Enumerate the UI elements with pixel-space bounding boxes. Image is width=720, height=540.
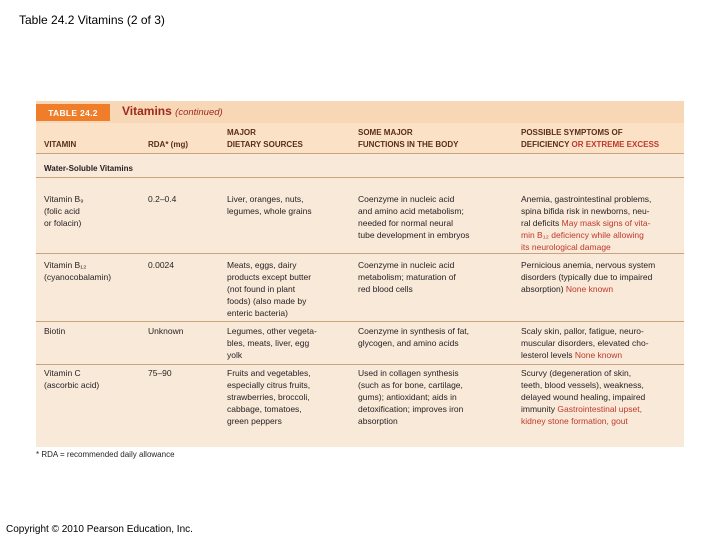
- line: Anemia, gastrointestinal problems,: [521, 194, 652, 204]
- header-symptoms-line-1: POSSIBLE SYMPTOMS OF: [521, 128, 623, 137]
- row-4-vitamin: [44, 367, 99, 391]
- table-title-suffix: (continued): [175, 107, 223, 118]
- header-sources-line-1: MAJOR: [227, 128, 256, 137]
- line: Fruits and vegetables,: [227, 368, 311, 378]
- row-3-sources: [227, 325, 317, 361]
- line: needed for normal neural: [358, 218, 453, 228]
- line: Coenzyme in nucleic acid: [358, 194, 455, 204]
- line: [521, 403, 645, 415]
- copyright-notice: Copyright © 2010 Pearson Education, Inc.: [6, 524, 193, 535]
- deficiency-text: lesterol levels: [521, 350, 573, 360]
- row-1-rda: 0.2–0.4: [148, 194, 177, 204]
- row-rule: [36, 364, 684, 365]
- row-2-vitamin: [44, 259, 111, 283]
- row-1-functions: [358, 193, 470, 241]
- line: (folic acid: [44, 206, 80, 216]
- row-1-vitamin: [44, 193, 84, 229]
- line: cabbage, tomatoes,: [227, 404, 302, 414]
- row-rule: [36, 321, 684, 322]
- line: [521, 217, 651, 229]
- line: Scurvy (degeneration of skin,: [521, 368, 632, 378]
- line: Legumes, other vegeta-: [227, 326, 317, 336]
- header-functions-line-2: FUNCTIONS IN THE BODY: [358, 140, 459, 149]
- line: teeth, blood vessels), weakness,: [521, 380, 644, 390]
- line: (ascorbic acid): [44, 380, 100, 390]
- table-title-band: [36, 101, 684, 123]
- line: Coenzyme in nucleic acid: [358, 260, 455, 270]
- line: absorption: [358, 416, 398, 426]
- line: (not found in plant: [227, 284, 296, 294]
- line: yolk: [227, 350, 243, 360]
- row-2-functions: [358, 259, 456, 295]
- line: Vitamin B₁₂: [44, 260, 87, 270]
- line: strawberries, broccoli,: [227, 392, 310, 402]
- line: gums); antioxidant; aids in: [358, 392, 457, 402]
- excess-text: Gastrointestinal upset,: [557, 404, 642, 414]
- line: tube development in embryos: [358, 230, 470, 240]
- line: (cyanocobalamin): [44, 272, 112, 282]
- line: Pernicious anemia, nervous system: [521, 260, 656, 270]
- header-sources-line-2: DIETARY SOURCES: [227, 140, 303, 149]
- header-rda: RDA* (mg): [148, 140, 188, 149]
- line: red blood cells: [358, 284, 413, 294]
- line: legumes, whole grains: [227, 206, 312, 216]
- line: Used in collagen synthesis: [358, 368, 459, 378]
- header-rule: [36, 153, 684, 154]
- line: or folacin): [44, 218, 82, 228]
- line: foods) (also made by: [227, 296, 307, 306]
- table-title-text: Vitamins: [122, 104, 172, 118]
- row-2-symptoms: [521, 259, 655, 295]
- vitamins-table: [36, 101, 684, 447]
- line: Vitamin B₉: [44, 194, 84, 204]
- deficiency-text: immunity: [521, 404, 556, 414]
- deficiency-text: absorption): [521, 284, 564, 294]
- row-3-rda: Unknown: [148, 326, 184, 336]
- excess-text: May mask signs of vita-: [561, 218, 651, 228]
- line: kidney stone formation, gout: [521, 416, 628, 426]
- line: (such as for bone, cartilage,: [358, 380, 463, 390]
- header-symptoms: [521, 127, 659, 151]
- header-functions: [358, 127, 458, 151]
- table-number-badge: TABLE 24.2: [36, 104, 110, 121]
- line: disorders (typically due to impaired: [521, 272, 653, 282]
- line: products except butter: [227, 272, 312, 282]
- line: Vitamin C: [44, 368, 81, 378]
- row-2-rda: 0.0024: [148, 260, 174, 270]
- row-3-symptoms: [521, 325, 649, 361]
- excess-text: None known: [565, 284, 614, 294]
- section-water-soluble: Water-Soluble Vitamins: [44, 164, 133, 173]
- header-vitamin: VITAMIN: [44, 140, 77, 149]
- header-symptoms-line-2: [521, 139, 659, 151]
- row-4-symptoms: [521, 367, 645, 427]
- row-2-sources: [227, 259, 311, 319]
- line: Liver, oranges, nuts,: [227, 194, 304, 204]
- line: metabolism; maturation of: [358, 272, 456, 282]
- line: especially citrus fruits,: [227, 380, 311, 390]
- line: its neurological damage: [521, 242, 611, 252]
- row-4-sources: [227, 367, 311, 427]
- line: Scaly skin, pallor, fatigue, neuro-: [521, 326, 644, 336]
- line: enteric bacteria): [227, 308, 288, 318]
- line: glycogen, and amino acids: [358, 338, 459, 348]
- line: detoxification; improves iron: [358, 404, 464, 414]
- row-4-rda: 75–90: [148, 368, 172, 378]
- header-functions-line-1: SOME MAJOR: [358, 128, 413, 137]
- row-3-functions: [358, 325, 469, 349]
- line: [521, 283, 655, 295]
- header-sources: [227, 127, 303, 151]
- line: bles, meats, liver, egg: [227, 338, 310, 348]
- line: [521, 349, 649, 361]
- line: green peppers: [227, 416, 282, 426]
- row-rule: [36, 253, 684, 254]
- header-deficiency: DEFICIENCY: [521, 140, 570, 149]
- row-3-vitamin: Biotin: [44, 326, 66, 336]
- table-title: [122, 104, 223, 118]
- header-excess: OR EXTREME EXCESS: [571, 140, 660, 149]
- line: spina bifida risk in newborns, neu-: [521, 206, 650, 216]
- excess-text: None known: [574, 350, 623, 360]
- row-1-symptoms: [521, 193, 651, 253]
- line: and amino acid metabolism;: [358, 206, 464, 216]
- line: Coenzyme in synthesis of fat,: [358, 326, 470, 336]
- line: delayed wound healing, impaired: [521, 392, 646, 402]
- line: Meats, eggs, dairy: [227, 260, 297, 270]
- slide-title: Table 24.2 Vitamins (2 of 3): [19, 13, 165, 27]
- table-footnote: * RDA = recommended daily allowance: [36, 450, 175, 459]
- row-4-functions: [358, 367, 463, 427]
- row-1-sources: [227, 193, 312, 217]
- section-rule: [36, 177, 684, 178]
- deficiency-text: ral deficits: [521, 218, 560, 228]
- line: min B₁₂ deficiency while allowing: [521, 230, 644, 240]
- line: muscular disorders, elevated cho-: [521, 338, 649, 348]
